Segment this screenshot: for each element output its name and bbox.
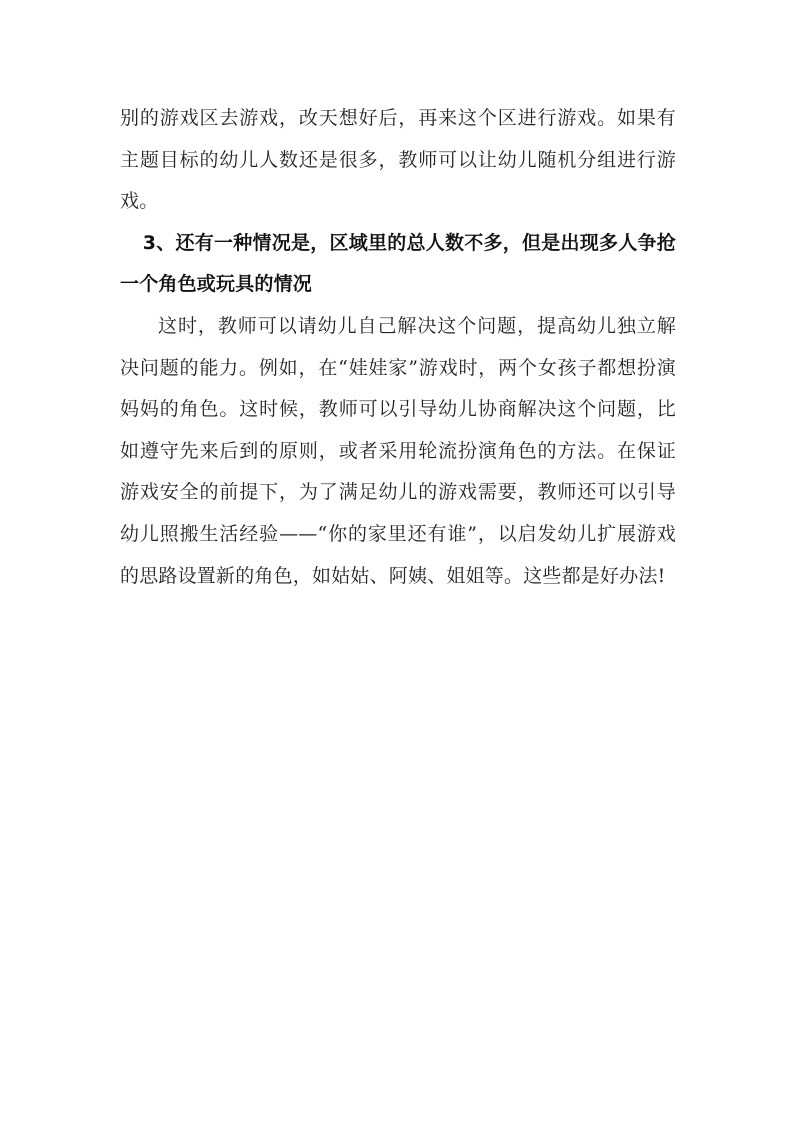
document-body bbox=[120, 98, 676, 597]
paragraph-continued: 别的游戏区去游戏，改天想好后，再来这个区进行游戏。如果有主题目标的幼儿人数还是很多，教师可以让幼儿随机分组进行游戏。 bbox=[120, 107, 676, 213]
paragraph-resolution: 这时，教师可以请幼儿自己解决这个问题，提高幼儿独立解决问题的能力。例如，在“娃娃家”游戏时，两个女孩子都想扮演妈妈的角色。这时候，教师可以引导幼儿协商解决这个问题，比如遵守先来后到的原则，或者采用轮流扮演角色的方法。在保证游戏安全的前提下，为了满足幼儿的游戏需要，教师还可以引导幼儿照搬生活经验——“你的家里还有谁”，以启发幼儿扩展游戏的思路设置新的角色，如姑姑、阿姨、姐姐等。这些都是好办法! bbox=[120, 314, 676, 587]
section-heading-3: 3、还有一种情况是，区域里的总人数不多，但是出现多人争抢一个角色或玩具的情况 bbox=[120, 231, 676, 296]
